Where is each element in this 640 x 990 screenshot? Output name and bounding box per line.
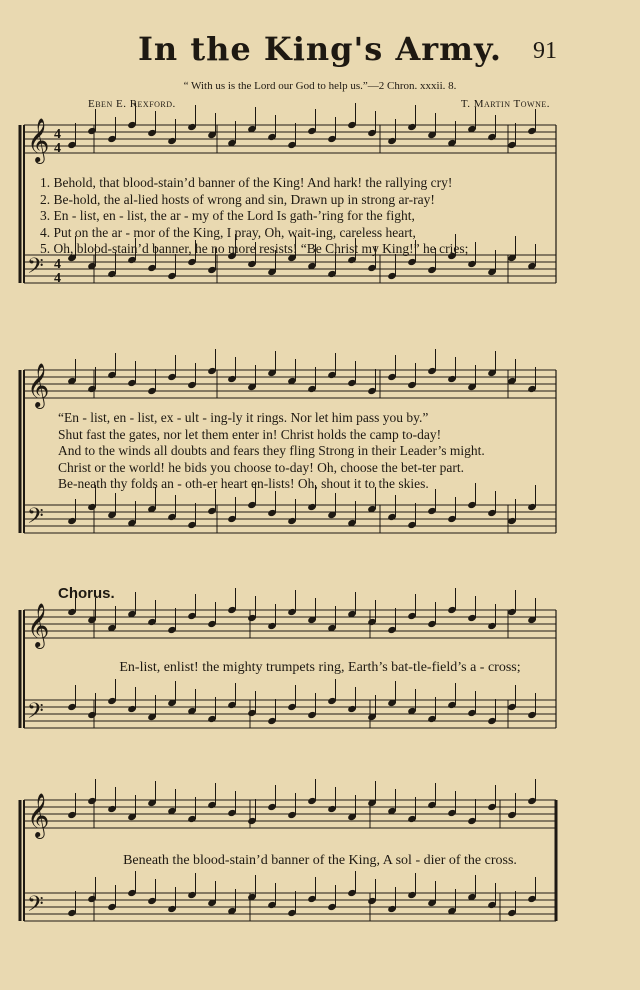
time-signature-bottom: 4 — [54, 141, 61, 156]
bass-clef-icon: 𝄢 — [27, 699, 44, 729]
verse-line: 4. Put on the ar - mor of the King, I pray, Oh, wait-ing, careless heart, — [40, 224, 416, 240]
lyricist: Eben E. Rexford. — [88, 98, 176, 110]
hymn-title: In the King's Army. — [137, 30, 503, 68]
treble-clef-icon: 𝄞 — [27, 793, 50, 837]
verse-line: 1. Behold, that blood-stain’d banner of the King! And hark! the rallying cry! — [40, 175, 453, 190]
bass-clef-icon: 𝄢 — [27, 254, 44, 284]
chorus-line-2: Beneath the blood-stain’d banner of the King, A sol - dier of the cross. — [123, 853, 517, 868]
chorus-line-1: En-list, enlist! the mighty trumpets ring, Earth’s bat-tle-field’s a - cross; — [119, 660, 521, 675]
treble-clef-icon: 𝄞 — [27, 603, 50, 647]
verse-line: 3. En - list, en - list, the ar - my of the Lord Is gath-’ring for the fight, — [40, 208, 415, 223]
verse-line: 5. Oh, blood-stain’d banner, he no more resists! “Be Christ my King!” he cries; — [40, 241, 469, 256]
bass-clef-icon: 𝄢 — [27, 892, 44, 922]
chorus-label: Chorus. — [58, 585, 115, 602]
verse-line: 2. Be-hold, the al-lied hosts of wrong and sin, Drawn up in strong ar-ray! — [40, 191, 435, 207]
page-number: 91 — [533, 38, 557, 64]
time-signature-bottom: 4 — [54, 271, 61, 286]
composer: T. Martin Towne. — [460, 98, 550, 110]
verses-part-1 — [40, 175, 560, 258]
verse-line: “En - list, en - list, ex - ult - ing-ly it rings. Nor let him pass you by.” — [58, 410, 429, 425]
bass-clef-icon: 𝄢 — [27, 504, 44, 534]
treble-clef-icon: 𝄞 — [27, 118, 50, 162]
verse-line: And to the winds all doubts and fears they fling Strong in their Leader’s might. — [58, 443, 485, 458]
treble-clef-icon: 𝄞 — [27, 363, 50, 407]
verses-part-2 — [58, 410, 578, 493]
verse-line: Be-neath thy folds an - oth-er heart en-lists! Oh, shout it to the skies. — [58, 476, 429, 491]
verse-line: Shut fast the gates, nor let them enter in! Christ holds the camp to-day! — [58, 426, 442, 442]
time-signature-top: 4 — [54, 127, 61, 142]
epigraph: “ With us is the Lord our God to help us.”—2 Chron. xxxii. 8. — [183, 80, 457, 92]
time-signature-top: 4 — [54, 257, 61, 272]
verse-line: Christ or the world! he bids you choose to-day! Oh, choose the bet-ter part. — [58, 459, 465, 475]
